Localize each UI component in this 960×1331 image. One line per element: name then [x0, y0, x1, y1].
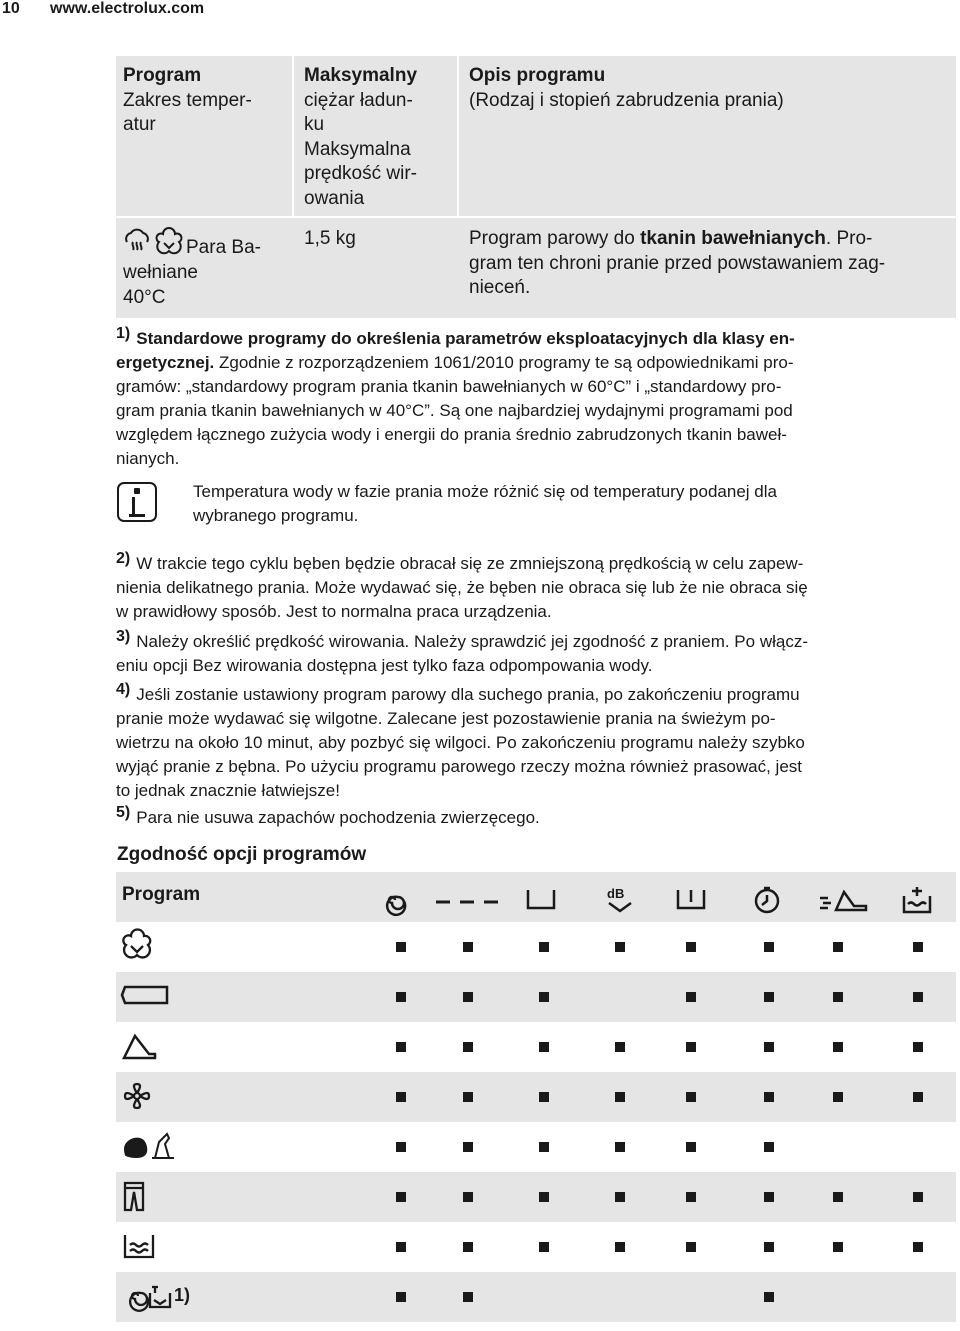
compat-mark	[396, 992, 406, 1002]
footnote-4-marker: 4)	[116, 681, 131, 698]
compat-mark	[539, 1242, 549, 1252]
compat-mark	[833, 1092, 843, 1102]
program-description-l3: nieceń.	[469, 277, 531, 298]
compat-mark	[686, 1142, 696, 1152]
col-header-program-l2: Zakres temper-	[123, 89, 252, 111]
program-description-l2: gram ten chroni pranie przed powstawaniem zag-	[469, 252, 886, 274]
col-header-load-l6: owania	[304, 187, 365, 209]
footnote-5	[116, 806, 956, 830]
compat-mark	[539, 1042, 549, 1052]
spin-drain-footnote-ref: 1)	[174, 1285, 191, 1305]
compat-mark	[463, 1142, 473, 1152]
compat-mark	[833, 1242, 843, 1252]
compat-mark	[913, 1242, 923, 1252]
no-spin-icon	[434, 886, 502, 914]
compat-mark	[686, 992, 696, 1002]
col-header-load	[304, 64, 454, 211]
svg-text:dB: dB	[607, 886, 625, 901]
compat-mark	[615, 1092, 625, 1102]
compat-row-delicates	[116, 1022, 956, 1072]
footnote-4-l5: to jednak znacznie łatwiejsze!	[116, 781, 340, 800]
footnote-4-l2: pranie może wydawać się wilgotne. Zalecane jest pozostawienie prania na świeżym po-	[116, 709, 776, 728]
compat-mark	[913, 942, 923, 952]
col-header-load-l4: Maksymalna	[304, 138, 411, 160]
compat-row-wool-silk	[116, 1072, 956, 1122]
compat-row-cotton	[116, 922, 956, 972]
col-header-description-l1: Opis programu	[469, 65, 606, 86]
program-name-cont: wełniane	[123, 262, 198, 283]
compat-mark	[764, 1192, 774, 1202]
footnote-5-l1	[116, 806, 956, 830]
footnote-1-l4: gram prania tkanin bawełnianych w 40°C”. Są one najbardziej wydajnymi programami pod	[116, 401, 793, 420]
program-load: 1,5 kg	[304, 228, 356, 249]
footnote-4-text-l1: Jeśli zostanie ustawiony program parowy dla suchego prania, po zakończeniu programu	[136, 685, 800, 704]
col-header-load-l1: Maksymalny	[304, 65, 418, 86]
compat-mark	[686, 942, 696, 952]
compat-header-label: Program	[122, 884, 201, 905]
footnote-1-l2	[116, 351, 956, 375]
footnote-1-l1	[116, 327, 956, 351]
compat-mark	[764, 1042, 774, 1052]
footnote-1	[116, 327, 956, 471]
rinse-icon	[122, 1231, 156, 1261]
compat-mark	[833, 1042, 843, 1052]
info-icon	[117, 482, 157, 522]
footnote-2-l1	[116, 552, 956, 576]
extra-rinse-icon	[901, 886, 933, 914]
info-note-l2: wybranego programu.	[193, 506, 359, 525]
footnote-1-l3: gramów: „standardowy program prania tkanin bawełnianych w 60°C” i „standardowy pro-	[116, 377, 782, 396]
info-icon-base	[129, 514, 145, 517]
compat-mark	[463, 992, 473, 1002]
info-note-l1: Temperatura wody w fazie prania może różnić się od temperatury podanej dla	[193, 482, 777, 501]
page-number: 10	[2, 0, 20, 17]
compat-mark	[764, 1092, 774, 1102]
compat-mark	[396, 942, 406, 952]
footnote-3-marker: 3)	[116, 628, 131, 645]
info-icon-dot	[134, 488, 140, 494]
compat-mark	[615, 1042, 625, 1052]
denim-icon	[122, 1181, 146, 1211]
footnote-1-text-l2: Zgodnie z rozporządzeniem 1061/2010 programy te są odpowiednikami pro-	[214, 353, 794, 372]
footnote-3-text-l1: Należy określić prędkość wirowania. Należy sprawdzić jej zgodność z praniem. Po włącz-	[136, 632, 808, 651]
compat-row-rinse	[116, 1222, 956, 1272]
compat-mark	[396, 1092, 406, 1102]
compat-mark	[539, 1192, 549, 1202]
compat-row-denim	[116, 1172, 956, 1222]
footnote-4-l4: wyjąć pranie z bębna. Po użyciu programu parowego rzeczy można również prasować, jest	[116, 757, 802, 776]
compat-mark	[463, 942, 473, 952]
footnote-1-l6: nianych.	[116, 449, 180, 468]
col-header-description	[469, 64, 949, 113]
compat-mark	[913, 992, 923, 1002]
compat-mark	[686, 1192, 696, 1202]
column-divider-1	[292, 56, 294, 216]
col-header-program	[123, 64, 283, 138]
compat-mark	[764, 1292, 774, 1302]
spin-icon	[378, 886, 410, 914]
compat-mark	[396, 1142, 406, 1152]
footnote-2-marker: 2)	[116, 550, 131, 567]
compat-mark	[396, 1042, 406, 1052]
footnote-3	[116, 630, 956, 678]
compat-mark	[764, 1142, 774, 1152]
compat-mark	[833, 942, 843, 952]
col-header-program-l1: Program	[123, 65, 202, 86]
compat-mark	[463, 1292, 473, 1302]
prewash-icon	[676, 886, 708, 914]
compat-mark	[764, 992, 774, 1002]
compat-mark	[539, 942, 549, 952]
compat-mark	[764, 942, 774, 952]
footnote-4-l3: wietrzu na około 10 minut, aby pozbyć się wilgoci. Po zakończeniu programu należy szybko	[116, 733, 805, 752]
col-header-program-l3: atur	[123, 114, 156, 135]
compat-mark	[833, 1192, 843, 1202]
info-note	[193, 480, 777, 528]
footnote-2-text-l1: W trakcie tego cyklu bęben będzie obracał się ze zmniejszoną prędkością w celu zapew-	[136, 554, 804, 573]
desc-part-b: tkanin bawełnianych	[640, 228, 826, 249]
footnote-4-l1	[116, 683, 956, 707]
footnote-2-l2: nienia delikatnego prania. Może wydawać się, że bęben nie obraca się lub że nie obraca się	[116, 578, 808, 597]
compat-mark	[539, 1142, 549, 1152]
compat-row-synthetics	[116, 972, 956, 1022]
column-divider-2	[457, 56, 459, 216]
footnote-3-l1	[116, 630, 956, 654]
steam-icon	[123, 230, 151, 259]
compat-mark	[463, 1042, 473, 1052]
spin-drain-icon	[122, 1281, 182, 1311]
compat-mark	[686, 1092, 696, 1102]
cotton-icon	[122, 931, 152, 961]
footnote-3-l2: eniu opcji Bez wirowania dostępna jest tylko faza odpompowania wody.	[116, 656, 653, 675]
footnote-2-l3: w prawidłowy sposób. Jest to normalna praca urządzenia.	[116, 602, 552, 621]
wool-silk-icon	[122, 1081, 152, 1111]
footnote-5-text-l1: Para nie usuwa zapachów pochodzenia zwierzęcego.	[136, 808, 540, 827]
col-header-description-l2: (Rodzaj i stopień zabrudzenia prania)	[469, 89, 784, 111]
synthetics-icon	[122, 981, 172, 1011]
footnote-1-marker: 1)	[116, 325, 131, 342]
header-url: www.electrolux.com	[50, 0, 205, 17]
compat-mark	[463, 1192, 473, 1202]
footnote-2	[116, 552, 956, 624]
footnote-1-bold-l2: ergetycznej.	[116, 353, 215, 372]
compat-mark	[686, 1042, 696, 1052]
rinse-hold-icon	[526, 886, 558, 914]
compat-row-spin-drain	[116, 1272, 956, 1322]
compat-mark	[686, 1242, 696, 1252]
desc-part-a: Program parowy do	[469, 228, 641, 249]
footnote-4	[116, 683, 956, 803]
compat-mark	[913, 1092, 923, 1102]
compat-mark	[913, 1042, 923, 1052]
compat-mark	[396, 1192, 406, 1202]
compat-mark	[615, 1142, 625, 1152]
night-cycle-icon	[604, 886, 636, 914]
compat-mark	[463, 1242, 473, 1252]
time-save-icon	[752, 886, 784, 914]
cotton-program-icon	[156, 230, 182, 259]
compat-mark	[913, 1192, 923, 1202]
compat-mark	[615, 1192, 625, 1202]
delicates-icon	[122, 1031, 158, 1061]
compat-title: Zgodność opcji programów	[117, 844, 367, 865]
footnote-5-marker: 5)	[116, 804, 131, 821]
compat-mark	[463, 1092, 473, 1102]
program-name: Para Ba-	[186, 237, 261, 258]
compat-mark	[764, 1242, 774, 1252]
compat-mark	[539, 992, 549, 1002]
col-header-load-l2: ciężar ładun-	[304, 89, 413, 111]
compat-mark	[615, 1242, 625, 1252]
stain-icon	[818, 886, 868, 914]
program-description-l1	[469, 227, 954, 252]
compat-mark	[615, 942, 625, 952]
compat-mark	[539, 1092, 549, 1102]
desc-part-c: . Pro-	[825, 228, 873, 249]
program-temperature: 40°C	[123, 287, 166, 308]
compat-header-row	[116, 872, 956, 922]
header-divider	[116, 216, 956, 218]
col-header-load-l3: ku	[304, 114, 325, 135]
compat-mark	[396, 1242, 406, 1252]
compat-mark	[396, 1292, 406, 1302]
program-description	[469, 227, 954, 301]
compat-row-wool	[116, 1122, 956, 1172]
compat-mark	[833, 992, 843, 1002]
wool-icon	[122, 1131, 176, 1161]
col-header-load-l5: prędkość wir-	[304, 163, 417, 184]
footnote-1-bold-l1: Standardowe programy do określenia parametrów eksploatacyjnych dla klasy en-	[136, 329, 795, 348]
footnote-1-l5: względem łącznego zużycia wody i energii do prania średnio zabrudzonych tkanin baweł-	[116, 425, 787, 444]
